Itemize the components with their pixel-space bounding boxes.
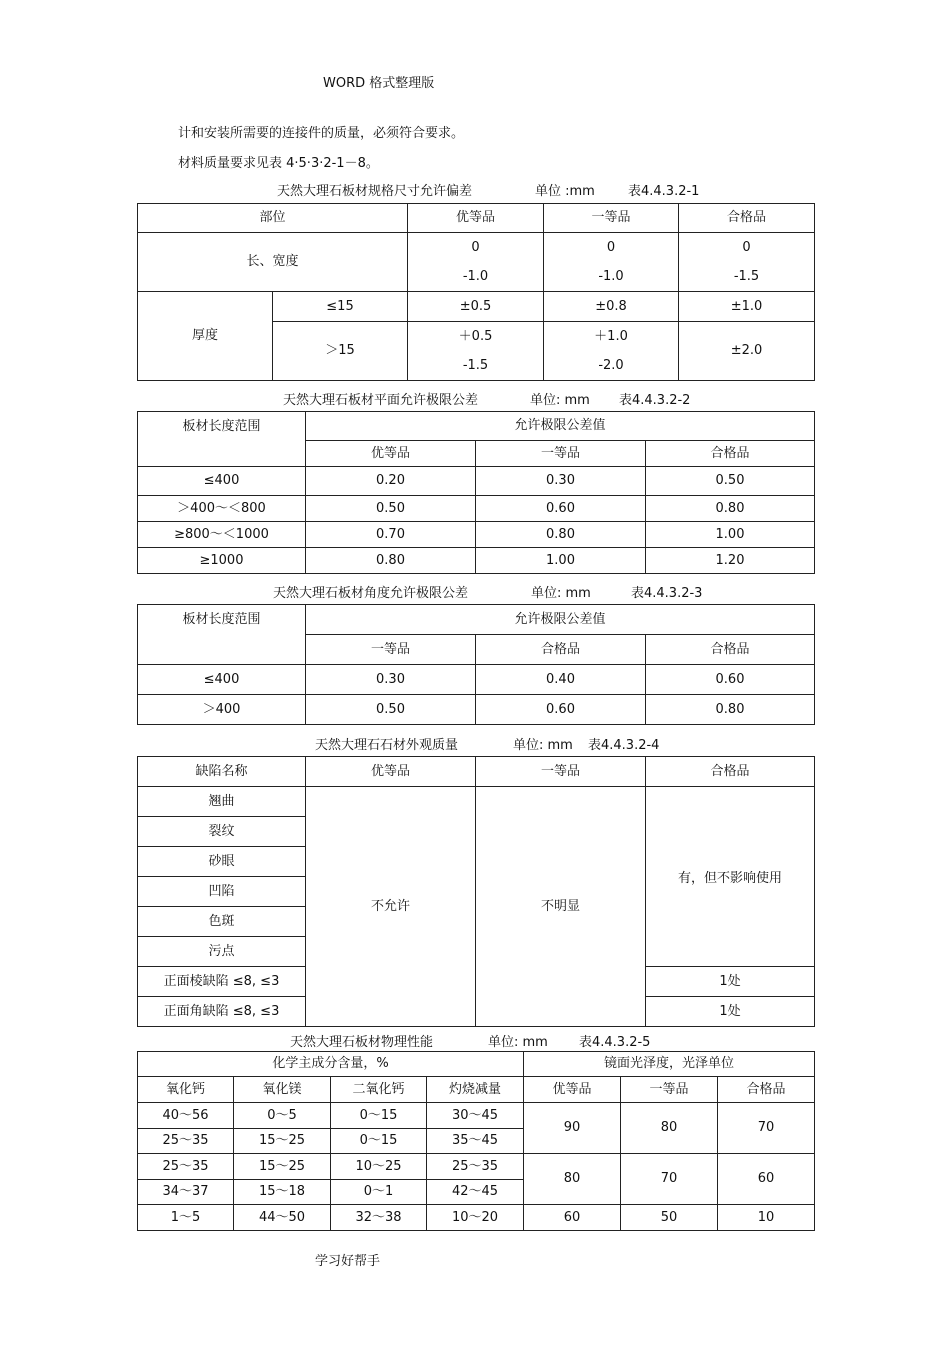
t5-cell: 0～5 [234,1103,331,1129]
t3-sub-1: 一等品 [306,635,476,665]
t1-thickness-range-2: ＞15 [273,322,408,381]
table-row [138,1205,815,1231]
t5-gloss: 50 [621,1205,718,1231]
t3-cell: 0.50 [306,695,476,725]
t4-defect: 砂眼 [138,847,306,877]
t5-cell: 42～45 [427,1180,524,1205]
table4-ref: 表4.4.3.2-4 [588,738,660,753]
t3-sub-2: 合格品 [476,635,646,665]
t5-gloss: 10 [718,1205,815,1231]
t5-cell: 34～37 [138,1180,234,1205]
t5-sub: 灼烧减量 [427,1077,524,1103]
t5-sub: 优等品 [524,1077,621,1103]
t2-cell: 0.60 [476,496,646,522]
t4-first-value: 不明显 [476,787,646,1027]
table1-title: 天然大理石板材规格尺寸允许偏差 [277,184,473,199]
table-row [138,1103,815,1129]
table4-unit: 单位: mm [513,738,573,753]
t2-cell: ≤400 [138,467,306,496]
table4-title: 天然大理石石材外观质量 [315,738,459,753]
table3-ref: 表4.4.3.2-3 [631,586,703,601]
t3-cell: 0.60 [646,665,815,695]
t2-cell: 0.80 [646,496,815,522]
t2-sub-premium: 优等品 [306,441,476,467]
table5-physical-properties [137,1051,815,1231]
t5-cell: 32～38 [331,1205,427,1231]
t2-cell: ≥800～＜1000 [138,522,306,548]
table1-size-tolerance [137,203,815,381]
t5-cell: 44～50 [234,1205,331,1231]
t4-defect: 正面棱缺陷 ≤8, ≤3 [138,967,306,997]
table-row [138,548,815,574]
t3-sub-3: 合格品 [646,635,815,665]
t4-qualified-value: 有，但不影响使用 [646,787,815,967]
t4-defect: 色斑 [138,907,306,937]
table5-title: 天然大理石板材物理性能 [290,1035,434,1050]
t1-len-width-qualified: 0 -1.5 [679,233,815,292]
t4-header-first: 一等品 [476,757,646,787]
t4-defect: 凹陷 [138,877,306,907]
t2-cell: 0.30 [476,467,646,496]
t4-qualified-edge: 1处 [646,967,815,997]
t5-cell: 35～45 [427,1129,524,1154]
t1-thickness-qualified-2: ±2.0 [679,322,815,381]
t5-gloss: 70 [621,1154,718,1205]
t5-cell: 25～35 [138,1129,234,1154]
table2-flatness-tolerance [137,411,815,574]
t5-cell: 40～56 [138,1103,234,1129]
t4-header-qualified: 合格品 [646,757,815,787]
t5-cell: 0～1 [331,1180,427,1205]
table-row [138,467,815,496]
t2-cell: 1.20 [646,548,815,574]
t1-len-width-first: 0 -1.0 [544,233,679,292]
t5-gloss: 80 [621,1103,718,1154]
t4-defect: 翘曲 [138,787,306,817]
t2-cell: 0.20 [306,467,476,496]
table-row [138,1154,815,1180]
table1-ref: 表4.4.3.2-1 [628,184,700,199]
t2-cell: 0.80 [476,522,646,548]
t1-thickness-range-1: ≤15 [273,292,408,322]
t1-thickness-first-2: ＋1.0 -2.0 [544,322,679,381]
t5-cell: 10～25 [331,1154,427,1180]
table3-title: 天然大理石板材角度允许极限公差 [273,586,469,601]
t5-gloss: 90 [524,1103,621,1154]
t5-sub: 一等品 [621,1077,718,1103]
table5-ref: 表4.4.3.2-5 [579,1035,651,1050]
t1-thickness-first-1: ±0.8 [544,292,679,322]
t4-header-premium: 优等品 [306,757,476,787]
t3-cell: 0.80 [646,695,815,725]
t5-gloss: 70 [718,1103,815,1154]
t5-sub: 氧化镁 [234,1077,331,1103]
t5-cell: 15～25 [234,1154,331,1180]
t5-group-gloss: 镜面光泽度，光泽单位 [524,1052,815,1077]
t5-gloss: 80 [524,1154,621,1205]
t5-cell: 25～35 [427,1154,524,1180]
t5-cell: 0～15 [331,1129,427,1154]
t5-cell: 1～5 [138,1205,234,1231]
t5-sub: 氧化钙 [138,1077,234,1103]
t2-cell: ≥1000 [138,548,306,574]
table2-ref: 表4.4.3.2-2 [619,393,691,408]
t5-sub: 二氧化钙 [331,1077,427,1103]
t5-gloss: 60 [524,1205,621,1231]
table-row [138,522,815,548]
t3-cell: 0.60 [476,695,646,725]
t5-sub: 合格品 [718,1077,815,1103]
t5-gloss: 60 [718,1154,815,1205]
t1-header-qualified: 合格品 [679,204,815,233]
t2-cell: ＞400～＜800 [138,496,306,522]
t1-len-width-label: 长、宽度 [138,233,408,292]
t2-cell: 1.00 [476,548,646,574]
t1-header-premium: 优等品 [408,204,544,233]
t1-header-first: 一等品 [544,204,679,233]
t2-cell: 1.00 [646,522,815,548]
table4-appearance-quality [137,756,815,1027]
t2-cell: 0.70 [306,522,476,548]
t2-sub-first: 一等品 [476,441,646,467]
t3-cell: 0.40 [476,665,646,695]
t1-header-part: 部位 [138,204,408,233]
intro-line-1: 计和安装所需要的连接件的质量，必须符合要求。 [178,126,465,141]
t4-defect: 污点 [138,937,306,967]
table5-unit: 单位: mm [488,1035,548,1050]
t4-header-defect: 缺陷名称 [138,757,306,787]
table-row [138,695,815,725]
table-row [138,665,815,695]
t5-cell: 25～35 [138,1154,234,1180]
t4-defect: 正面角缺陷 ≤8, ≤3 [138,997,306,1027]
table1-unit: 单位 :mm [535,184,595,199]
t1-thickness-qualified-1: ±1.0 [679,292,815,322]
t5-cell: 30～45 [427,1103,524,1129]
t3-header-range: 板材长度范围 [138,605,306,665]
table2-unit: 单位: mm [530,393,590,408]
page-header: WORD 格式整理版 [323,76,435,91]
t1-thickness-premium-1: ±0.5 [408,292,544,322]
t2-cell: 0.80 [306,548,476,574]
t5-cell: 15～25 [234,1129,331,1154]
t3-cell: 0.30 [306,665,476,695]
t5-cell: 0～15 [331,1103,427,1129]
page-footer: 学习好帮手 [315,1254,381,1269]
t2-cell: 0.50 [646,467,815,496]
t2-header-group: 允许极限公差值 [306,412,815,441]
t5-group-chem: 化学主成分含量，% [138,1052,524,1077]
t2-header-range: 板材长度范围 [138,412,306,467]
t5-cell: 10～20 [427,1205,524,1231]
t3-header-group: 允许极限公差值 [306,605,815,635]
t2-sub-qualified: 合格品 [646,441,815,467]
t3-cell: ＞400 [138,695,306,725]
t4-qualified-corner: 1处 [646,997,815,1027]
intro-line-2: 材料质量要求见表 4·5·3·2-1－8。 [178,156,379,171]
table-row [138,496,815,522]
t2-cell: 0.50 [306,496,476,522]
t4-premium-value: 不允许 [306,787,476,1027]
table3-unit: 单位: mm [531,586,591,601]
t1-thickness-premium-2: ＋0.5 -1.5 [408,322,544,381]
t1-thickness-label: 厚度 [138,292,273,381]
table2-title: 天然大理石板材平面允许极限公差 [283,393,479,408]
table3-angle-tolerance [137,604,815,725]
t1-len-width-premium: 0 -1.0 [408,233,544,292]
t5-cell: 15～18 [234,1180,331,1205]
t3-cell: ≤400 [138,665,306,695]
t4-defect: 裂纹 [138,817,306,847]
